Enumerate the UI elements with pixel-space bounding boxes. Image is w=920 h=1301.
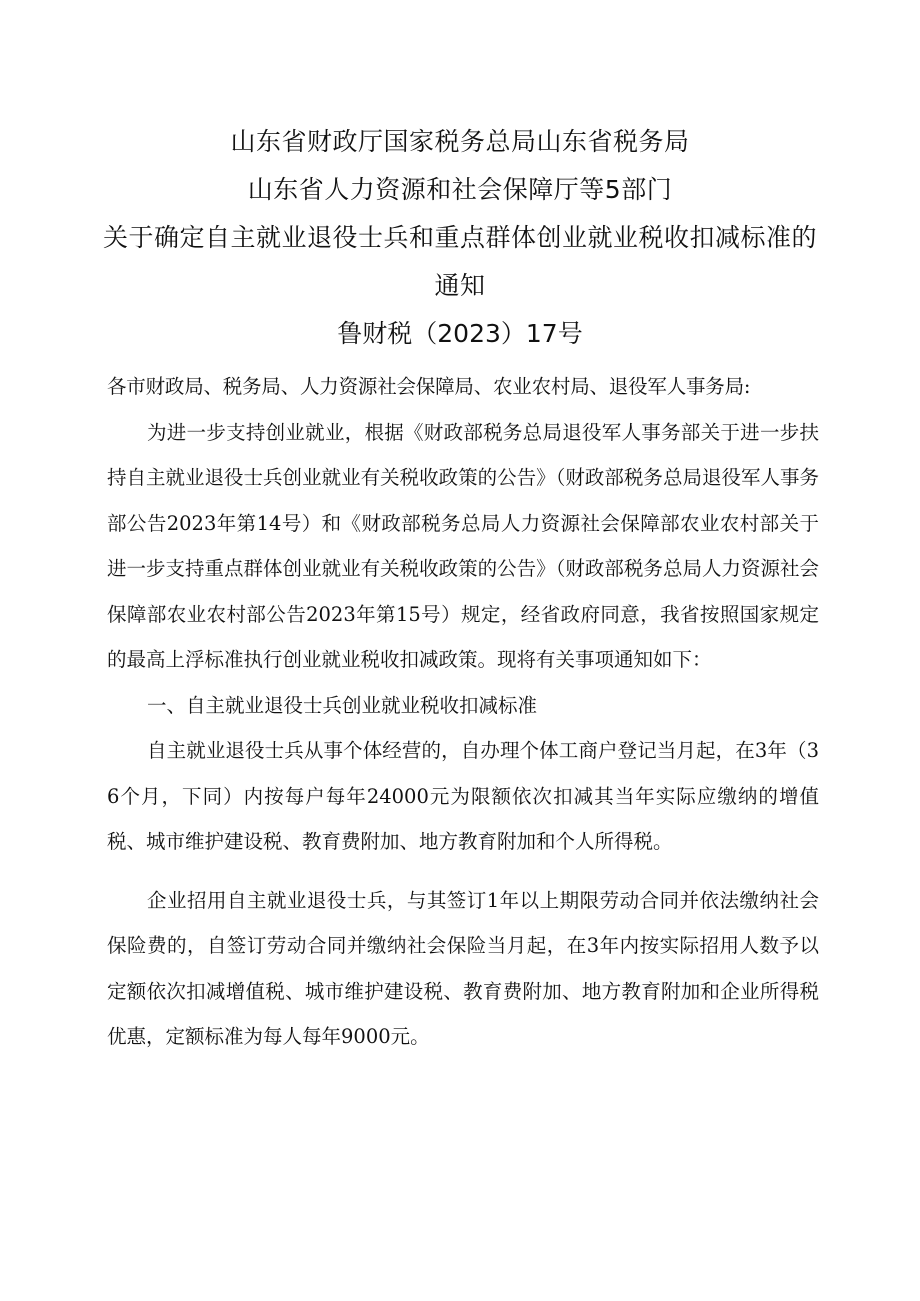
title-line-4: 通知 — [434, 271, 486, 300]
document-number: 鲁财税（2023）17号 — [337, 319, 583, 348]
section-heading-1: 一、自主就业退役士兵创业就业税收扣减标准 — [147, 693, 538, 717]
document-title — [0, 118, 920, 358]
title-line-3: 关于确定自主就业退役士兵和重点群体创业就业税收扣减标准的 — [102, 223, 817, 252]
paragraph-intro: 为进一步支持创业就业，根据《财政部税务总局退役军人事务部关于进一步扶持自主就业退役士兵创业就业有关税收政策的公告》（财政部税务总局退役军人事务部公告2023年第14号）和《财政部税务总局人力资源社会保障部农业农村部关于进一步支持重点群体创业就业有关税收政策的公告》（财政部税务总局人力资源社会保障部农业农村部公告2023年第15号）规定，经省政府同意，我省按照国家规定的最高上浮标准执行创业就业税收扣减政策。现将有关事项通知如下： — [107, 420, 819, 671]
salutation: 各市财政局、税务局、人力资源社会保障局、农业农村局、退役军人事务局: — [107, 375, 751, 398]
title-line-2: 山东省人力资源和社会保障厅等5部门 — [247, 175, 673, 204]
document-body — [107, 364, 819, 1060]
title-line-1: 山东省财政厅国家税务总局山东省税务局 — [230, 127, 690, 156]
paragraph-enterprise-hiring: 企业招用自主就业退役士兵，与其签订1年以上期限劳动合同并依法缴纳社会保险费的，自签订劳动合同并缴纳社会保险当月起，在3年内按实际招用人数予以定额依次扣减增值税、城市维护建设税、教育费附加、地方教育附加和企业所得税优惠，定额标准为每人每年9000元。 — [107, 888, 819, 1048]
paragraph-individual-business: 自主就业退役士兵从事个体经营的，自办理个体工商户登记当月起，在3年（36个月，下同）内按每户每年24000元为限额依次扣减其当年实际应缴纳的增值税、城市维护建设税、教育费附加、地方教育附加和个人所得税。 — [107, 739, 819, 853]
